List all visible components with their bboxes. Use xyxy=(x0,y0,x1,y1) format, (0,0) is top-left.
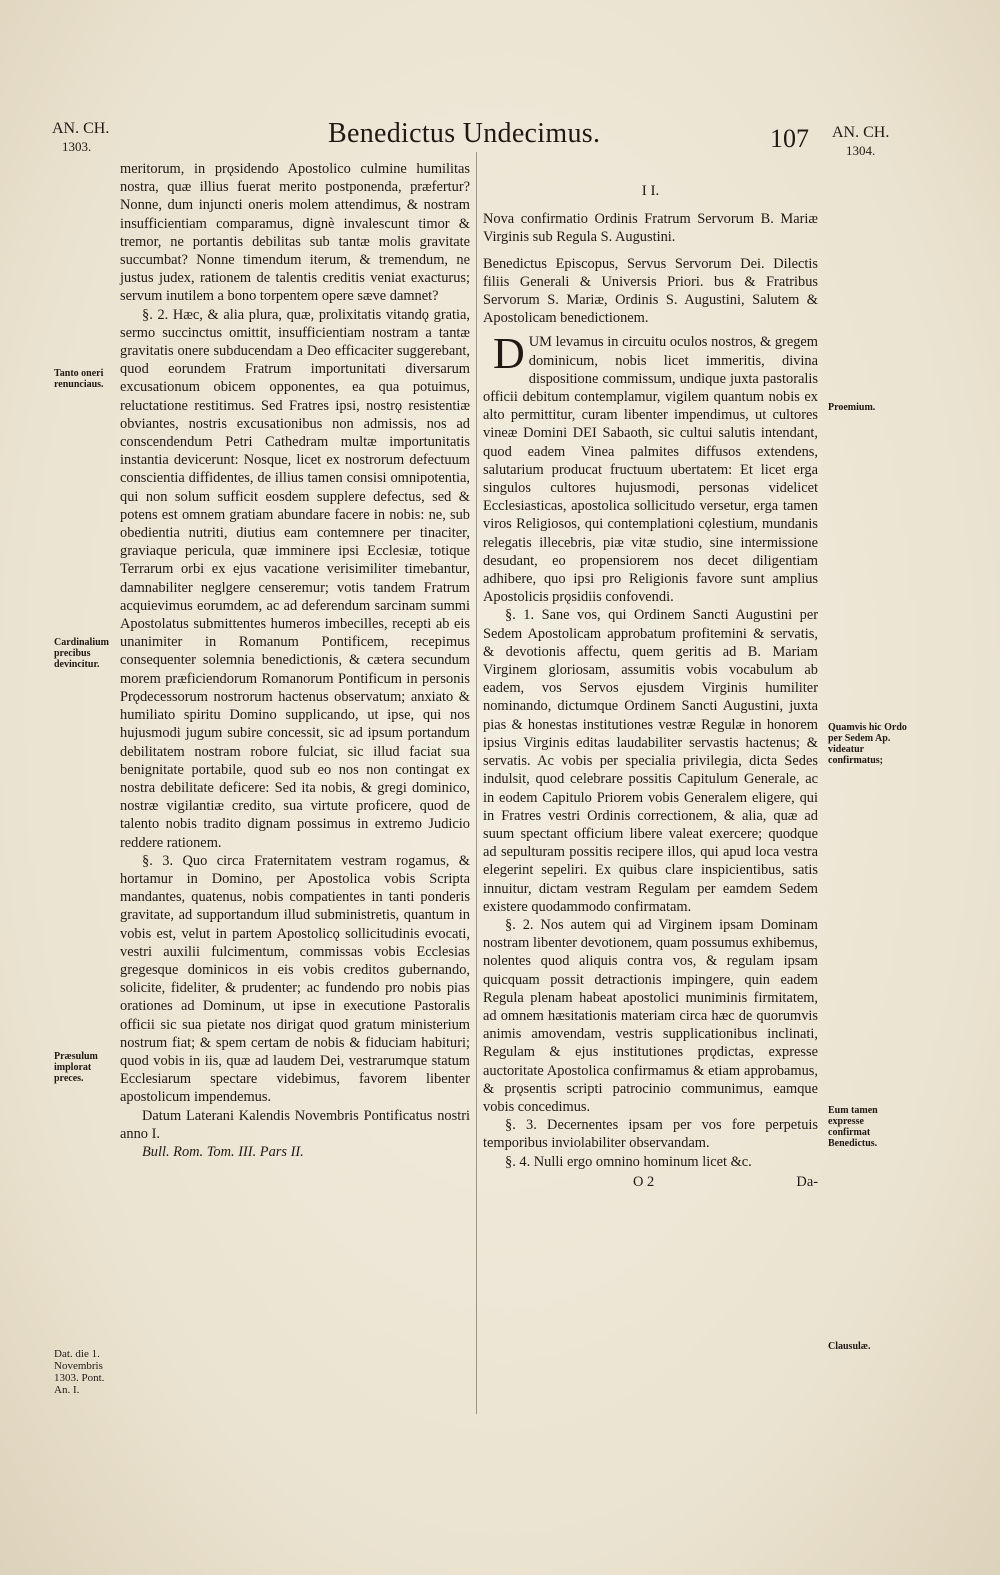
section-2-paragraph: §. 2. Nos autem qui ad Virginem ipsam Dominam nostram libenter devotionem, quam possumus exhibemus, nolentes quod aliquis contra vos, & regulam ipsam quicquam possit detractionis impingere, quin eadem Regula plenam habeat apostolici muniminis firmitatem, ad omnem hæsitationis materiam circa hæc de quorumvis animis amovendam, vestris supplicationibus inclinati, Regulam & ejus institutiones prǫdictas, expresse auctoritate Apostolica confirmamus & etiam approbamus, & prǫsentis scripti patrocinio communimus, eamque vobis concedimus. xyxy=(483,916,818,1115)
left-year-header xyxy=(52,120,109,156)
left-year-value: 1303. xyxy=(62,139,92,154)
drop-cap: D xyxy=(493,329,525,379)
section-2-paragraph: §. 2. Hæc, & alia plura, quæ, prolixitatis vitandǫ gratia, sermo succinctus omittit, insufficientiam nostram a tantæ gravitatis onere subducendam a Deo efficaciter suggerebant, quod eorundem Fratrum importunitati diversarum excusationum obicem opponentes, ea qua potuimus, reluctatione restitimus. Sed Fratres ipsi, nostrǫ resistentiæ obviantes, nostris excusationibus non admissis, nos ad conscendendum Petri Cathedram multæ importunitatis instantia devicerunt: Nosque, licet ex nostrorum defectuum conscientia diffidentes, de illius tamen consisi omnipotentia, qui non solum sufficit eosdem supplere defectus, sed & potens est omnem gratiam abundare facere in nobis: ne, sub obedientia nutriti, diutius eam contemnere per tinaciter, graviaque pericula, quæ imminere ipsi Ecclesiæ, totique Terrarum orbi ex ejus vacatione verisimiliter timebantur, damnabiliter neglgere censeremur; votis tandem Fratrum acquievimus eorumdem, ac ad deferendum sarcinam summi Apostolatus submittentes humeros imbecilles, recepti ab eis unanimiter in Romanum Pontificem, recepimus consequenter solemnia benedictionis, & cætera secundum morem præficiendorum Romanorum Pontificum in personis Prǫdecessorum nostrorum hactenus observatum; anxiato & humiliato spiritu Domino supplicando, ut ipse, qui nos hujusmodi jugum subire concessit, sic ad ipsum portandum debilitatem nostram robore fulciat, sic illud faciat sua benignitate portabile, quod sub eo nos non contingat ex nostra debilitate deficere: Sed ita nobis, & gregi dominico, nostræ vigilantiæ credito, sua virtute proficere, quod de talento nobis tradito dignam possimus in extremo Judicio reddere rationem. xyxy=(120,306,470,851)
margin-note-eum: Eum tamen expresse confirmat Benedictus. xyxy=(828,1105,878,1149)
prooemium-text: UM levamus in circuitu oculos nostros, & gregem dominicum, nobis licet immeritis, divina dispositione commissum, undique juxta pastoralis officii debitum contemplamur, vigilem quantum nobis ex alto permittitur, curam libenter impendimus, ut cultores vineæ Domini DEI Sabaoth, sic cultui salutis intendant, quod eadem Vinea palmites diffusos extendens, salutarium producat fructuum ubertatem: Et licet erga singulos cultores hujusmodi, personas videlicet Ecclesiasticas, apostolica sollicitudo versetur, erga tamen viros Religiosos, qui contemplationi cǫlestium, mundanis relegatis illecebris, piæ vitæ studio, sine intermissione desudant, eo propensiorem nos decet diligentiam adhibere, quo ipsi pro Religionis favore sunt amplius Apostolicis prǫsidiis confovendi. xyxy=(483,334,818,606)
margin-note-clausulae: Clausulæ. xyxy=(828,1341,871,1352)
margin-note-tanto: Tanto oneri renunciaus. xyxy=(54,368,104,390)
source-citation: Bull. Rom. Tom. III. Pars II. xyxy=(142,1143,304,1160)
left-column xyxy=(120,160,470,1161)
salutation: Benedictus Episcopus, Servus Servorum Dei. Dilectis filiis Generali & Universis Priori. bus & Fratribus Servorum S. Mariæ, Ordinis S. Augustini, Salutem & Apostolicam benedictionem. xyxy=(483,255,818,327)
running-title: Benedictus Undecimus. xyxy=(328,118,601,149)
left-year-label: AN. CH. xyxy=(52,120,110,137)
prooemium-paragraph xyxy=(483,329,818,606)
margin-note-prooemium: Proemium. xyxy=(828,402,876,413)
column-divider xyxy=(476,152,477,1414)
document-numeral: I I. xyxy=(641,183,660,199)
catchword: Da- xyxy=(796,1173,818,1190)
right-column xyxy=(483,182,818,1191)
right-year-label: AN. CH. xyxy=(832,124,890,141)
margin-note-praesulum: Præsulum implorat preces. xyxy=(54,1051,98,1084)
page-number: 107 xyxy=(770,124,809,153)
datum-line: Datum Laterani Kalendis Novembris Pontificatus nostri anno I. xyxy=(120,1107,470,1142)
right-year-header xyxy=(832,124,889,160)
section-4-paragraph: §. 4. Nulli ergo omnino hominum licet &c. xyxy=(505,1153,752,1170)
paragraph-continuation: meritorum, in prǫsidendo Apostolico culmine humilitas nostra, quæ illius fuerat merito postponenda, præfertur? Nonne, dum injuncti oneris molem attendimus, & nostram insufficientiam comparamus, dignè invalescunt timor & tremor, ne portantis debilitas sub tantæ molis gravitate succumbat? Nonne timendum iterum, & tremendum, ne justus judex, rationem de talentis creditis veniat exacturus; servum inutilem a bono torpentem opere sæve damnet? xyxy=(120,161,470,305)
right-year-value: 1304. xyxy=(846,143,876,158)
section-1-paragraph: §. 1. Sane vos, qui Ordinem Sancti Augustini per Sedem Apostolicam approbatum profitemini & servatis, & devotionis affectu, quem geritis ad B. Mariam Virginem gloriosam, assumitis vobis vocabulum ab eadem, vos Servos ejusdem Virginis humiliter nominando, dictumque Ordinem Sancti Augustini, juxta pias & honestas institutiones vestræ Regulæ in honorem ipsius Virginis editas laudabiliter servastis hactenus; & servatis. Ac vobis per specialia privilegia, dicta Sedes indulsit, quod celebrare possitis Capitulum Generale, ac in eodem Capitulo Priorem vobis Generalem eligere, qui in Fratres vestri Ordinis correctionem, & alia, quæ ad suum spectant officium libere valeat exercere; quodque ad sepulturam possitis recipere illos, qui apud loca vestra elegerint sepeliri. Ex quibus clare inspicientibus, satis innuitur, dictam vestram Regulam per eamdem Sedem existere quodammodo confirmatam. xyxy=(483,607,818,915)
section-3-paragraph: §. 3. Quo circa Fraternitatem vestram rogamus, & hortamur in Domino, per Apostolica vobis Scripta mandantes, quatenus, nobis compatientes in tanti ponderis gravitate, ad supportandum illud subministretis, quantum in vobis est, velut in partem Apostolicǫ sollicitudinis evocati, vestri auxilii fulcimentum, commissas vobis Ecclesias gregesque dominicos in eis vobis creditos gubernando, solicite, fideliter, & prudenter; ac fundendo pro nobis pias orationes ad Dominum, ut ipse in executione Pastoralis officii sic sua pietate nos dirigat quod gratum ministerium nostrum fiat; & spem certam de nobis & fiduciam habituri; quod vobis in iis, quæ ad laudem Dei, vestrarumque statum Ecclesiarum spectare videbimus, favorem libenter apostolicum impendemus. xyxy=(120,852,470,1106)
margin-note-cardinalium: Cardinalium precibus devincitur. xyxy=(54,637,110,670)
document-title: Nova confirmatio Ordinis Fratrum Servorum B. Mariæ Virginis sub Regula S. Augustini. xyxy=(483,211,818,246)
section-3-paragraph: §. 3. Decernentes ipsam per vos fore perpetuis temporibus inviolabiliter observandam. xyxy=(483,1117,818,1152)
signature-mark: O 2 xyxy=(633,1173,655,1190)
margin-note-date: Dat. die 1. Novembris 1303. Pont. An. I. xyxy=(54,1348,105,1396)
footer-line xyxy=(483,1173,818,1191)
margin-note-quamvis: Quamvis hic Ordo per Sedem Ap. videatur confirmatus; xyxy=(828,722,907,766)
